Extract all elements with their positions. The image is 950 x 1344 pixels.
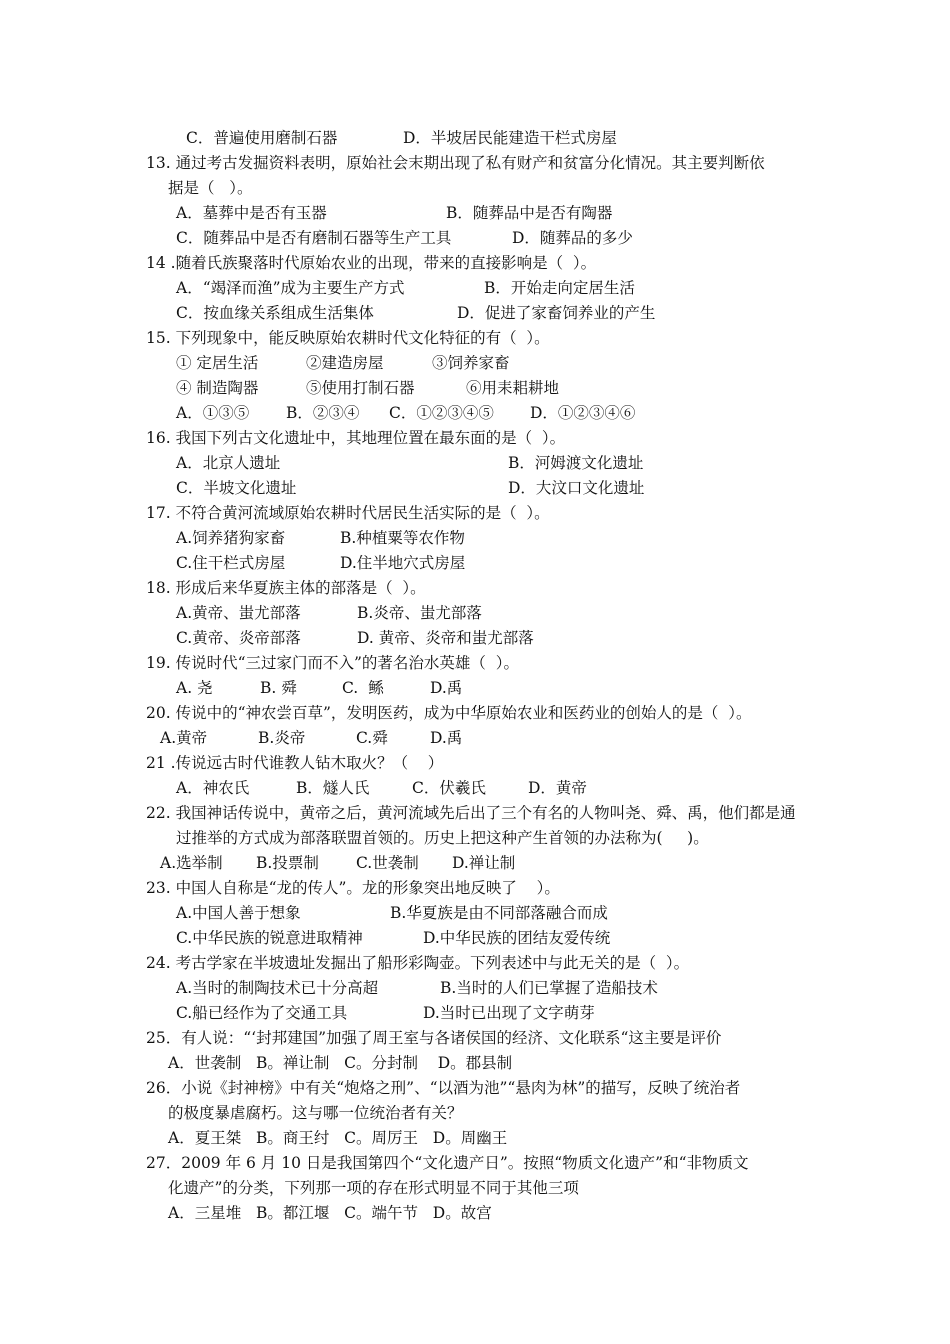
text-line: A．①③⑤ (176, 404, 250, 422)
text-line: B.种植粟等农作物 (340, 529, 465, 547)
text-line: ④ 制造陶器 (176, 379, 259, 397)
text-line: B.当时的人们已掌握了造船技术 (440, 979, 658, 997)
text-line: 13. 通过考古发掘资料表明，原始社会末期出现了私有财产和贫富分化情况。其主要判断依 (146, 154, 765, 172)
text-line: 化遗产”的分类，下列那一项的存在形式明显不同于其他三项 (168, 1179, 579, 1197)
text-line: C．普遍使用磨制石器 (186, 129, 338, 147)
text-line: 23. 中国人自称是“龙的传人”。龙的形象突出地反映了 ）。 (146, 879, 560, 897)
text-line: 17. 不符合黄河流域原始农耕时代居民生活实际的是（ ）。 (146, 504, 550, 522)
text-line: C. 鲧 (342, 679, 384, 697)
text-line: A.当时的制陶技术已十分高超 (176, 979, 379, 997)
text-line: 21 .传说远古时代谁教人钻木取火？（ ） (146, 754, 444, 772)
text-line: B.投票制 (256, 854, 319, 872)
text-line: 过推举的方式成为部落联盟首领的。历史上把这种产生首领的办法称为( )。 (176, 829, 709, 847)
text-line: C．①②③④⑤ (389, 404, 494, 422)
text-line: 20. 传说中的“神农尝百草”，发明医药，成为中华原始农业和医药业的创始人的是（ ）。 (146, 704, 752, 722)
text-line: 15. 下列现象中，能反映原始农耕时代文化特征的有（ ）。 (146, 329, 550, 347)
text-line: 22. 我国神话传说中，黄帝之后，黄河流域先后出了三个有名的人物叫尧、舜、禹，他们都是通 (146, 804, 796, 822)
text-line: C.黄帝、炎帝部落 (176, 629, 301, 647)
text-line: D．黄帝 (528, 779, 587, 797)
text-line: C.住干栏式房屋 (176, 554, 286, 572)
text-line: B.炎帝、蚩尤部落 (357, 604, 482, 622)
text-line: D.当时已出现了文字萌芽 (423, 1004, 595, 1022)
text-line: B．②③④ (286, 404, 360, 422)
text-line: 25．有人说：“‘封邦建国”加强了周王室与各诸侯国的经济、文化联系“这主要是评价 (146, 1029, 722, 1047)
text-line: A.黄帝 (160, 729, 208, 747)
text-line: A．三星堆 B。都江堰 C。端午节 D。故宫 (168, 1204, 492, 1222)
text-line: 14 .随着氏族聚落时代原始农业的出现，带来的直接影响是（ ）。 (146, 254, 597, 272)
text-line: C．随葬品中是否有磨制石器等生产工具 (176, 229, 452, 247)
text-line: ②建造房屋 (306, 354, 384, 372)
text-line: D.中华民族的团结友爱传统 (423, 929, 611, 947)
text-line: A．北京人遗址 (176, 454, 281, 472)
text-line: B.炎帝 (258, 729, 306, 747)
text-line: B.华夏族是由不同部落融合而成 (390, 904, 608, 922)
text-line: A.选举制 (160, 854, 223, 872)
text-line: B．开始走向定居生活 (484, 279, 635, 297)
text-line: A．墓葬中是否有玉器 (176, 204, 327, 222)
text-line: 据是（ ）。 (168, 179, 253, 197)
text-line: D．大汶口文化遗址 (508, 479, 645, 497)
text-line: D．①②③④⑥ (530, 404, 636, 422)
text-line: ① 定居生活 (176, 354, 259, 372)
text-line: C.船已经作为了交通工具 (176, 1004, 348, 1022)
text-line: 27．2009 年 6 月 10 日是我国第四个“文化遗产日”。按照“物质文化遗产”和“非物质文 (146, 1154, 749, 1172)
text-line: B．随葬品中是否有陶器 (446, 204, 613, 222)
text-line: D.住半地穴式房屋 (340, 554, 466, 572)
text-line: B．河姆渡文化遗址 (508, 454, 644, 472)
text-line: C．半坡文化遗址 (176, 479, 297, 497)
text-line: A．神农氏 (176, 779, 250, 797)
text-line: 26．小说《封神榜》中有关“炮烙之刑”、“以酒为池”“悬肉为林”的描写，反映了统治者 (146, 1079, 741, 1097)
text-line: ⑥用耒耜耕地 (466, 379, 560, 397)
text-line: D.禹 (430, 729, 463, 747)
text-line: D.禅让制 (452, 854, 516, 872)
text-line: ③饲养家畜 (432, 354, 510, 372)
text-line: C.中华民族的锐意进取精神 (176, 929, 363, 947)
text-line: A．“竭泽而渔”成为主要生产方式 (176, 279, 405, 297)
text-line: 19. 传说时代“三过家门而不入”的著名治水英雄（ ）。 (146, 654, 520, 672)
text-line: ⑤使用打制石器 (306, 379, 415, 397)
text-line: C.舜 (356, 729, 388, 747)
text-line: B. 舜 (260, 679, 297, 697)
text-line: D. 黄帝、炎帝和蚩尤部落 (357, 629, 534, 647)
text-line: C.世袭制 (356, 854, 419, 872)
text-line: A. 尧 (176, 679, 213, 697)
text-line: A.黄帝、蚩尤部落 (176, 604, 301, 622)
text-line: B．燧人氏 (296, 779, 370, 797)
text-line: A．世袭制 B。禅让制 C。分封制 D。郡县制 (168, 1054, 513, 1072)
text-line: A.中国人善于想象 (176, 904, 301, 922)
text-line: A.饲养猪狗家畜 (176, 529, 286, 547)
text-line: D．半坡居民能建造干栏式房屋 (403, 129, 617, 147)
text-line: D．促进了家畜饲养业的产生 (457, 304, 656, 322)
text-line: 18. 形成后来华夏族主体的部落是（ ）。 (146, 579, 426, 597)
text-line: 的极度暴虐腐朽。这与哪一位统治者有关？ (168, 1104, 463, 1122)
text-line: C．按血缘关系组成生活集体 (176, 304, 374, 322)
text-line: A．夏王桀 B。商王纣 C。周厉王 D。周幽王 (168, 1129, 508, 1147)
text-line: D．随葬品的多少 (512, 229, 633, 247)
text-line: 24. 考古学家在半坡遗址发掘出了船形彩陶壶。下列表述中与此无关的是（ ）。 (146, 954, 690, 972)
text-line: C．伏羲氏 (412, 779, 486, 797)
text-line: D.禹 (430, 679, 463, 697)
text-line: 16. 我国下列古文化遗址中，其地理位置在最东面的是（ ）。 (146, 429, 566, 447)
